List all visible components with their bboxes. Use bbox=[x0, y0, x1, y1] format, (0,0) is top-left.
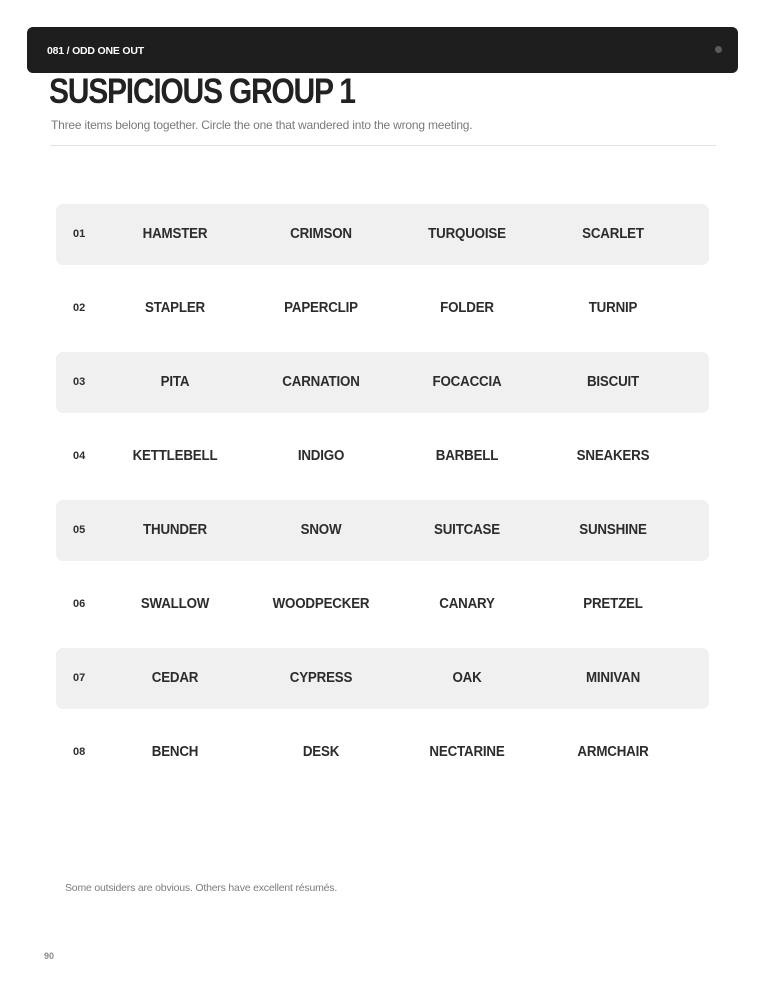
item-option[interactable]: SNOW bbox=[300, 522, 342, 538]
puzzle-row bbox=[56, 500, 709, 561]
item-option[interactable]: PITA bbox=[160, 374, 190, 390]
puzzle-row bbox=[56, 352, 709, 413]
item-option[interactable]: SUITCASE bbox=[434, 522, 500, 538]
item-option[interactable]: OAK bbox=[452, 670, 482, 686]
item-option[interactable]: MINIVAN bbox=[585, 670, 641, 686]
item-option[interactable]: CANARY bbox=[439, 596, 495, 612]
divider bbox=[50, 145, 716, 146]
item-option[interactable]: SUNSHINE bbox=[579, 522, 647, 538]
item-option[interactable]: NECTARINE bbox=[429, 744, 505, 760]
header-bar bbox=[27, 27, 738, 73]
puzzle-row bbox=[56, 278, 709, 339]
row-number: 08 bbox=[73, 746, 86, 758]
item-option[interactable]: CRIMSON bbox=[290, 226, 352, 242]
item-option[interactable]: BISCUIT bbox=[586, 374, 640, 390]
item-option[interactable]: PRETZEL bbox=[583, 596, 643, 612]
item-option[interactable]: BARBELL bbox=[435, 448, 499, 464]
dot-icon bbox=[715, 46, 722, 53]
row-number: 02 bbox=[73, 302, 86, 314]
item-option[interactable]: SNEAKERS bbox=[576, 448, 650, 464]
item-option[interactable]: KETTLEBELL bbox=[132, 448, 218, 464]
section-label: 081 / ODD ONE OUT bbox=[47, 45, 144, 57]
item-option[interactable]: SCARLET bbox=[582, 226, 644, 242]
item-option[interactable]: ARMCHAIR bbox=[577, 744, 649, 760]
puzzle-row bbox=[56, 648, 709, 709]
item-option[interactable]: WOODPECKER bbox=[272, 596, 370, 612]
item-option[interactable]: TURNIP bbox=[588, 300, 638, 316]
puzzle-row bbox=[56, 722, 709, 783]
item-option[interactable]: CEDAR bbox=[151, 670, 199, 686]
item-option[interactable]: FOCACCIA bbox=[432, 374, 502, 390]
item-option[interactable]: THUNDER bbox=[143, 522, 207, 538]
row-number: 03 bbox=[73, 376, 86, 388]
row-number: 06 bbox=[73, 598, 86, 610]
item-option[interactable]: PAPERCLIP bbox=[284, 300, 358, 316]
item-option[interactable]: CYPRESS bbox=[289, 670, 353, 686]
puzzle-list bbox=[56, 204, 709, 796]
puzzle-row bbox=[56, 426, 709, 487]
row-number: 01 bbox=[73, 228, 86, 240]
item-option[interactable]: HAMSTER bbox=[142, 226, 208, 242]
instructions: Three items belong together. Circle the one that wandered into the wrong meeting. bbox=[51, 118, 473, 132]
item-option[interactable]: SWALLOW bbox=[140, 596, 210, 612]
row-number: 04 bbox=[73, 450, 86, 462]
item-option[interactable]: STAPLER bbox=[144, 300, 205, 316]
item-option[interactable]: DESK bbox=[302, 744, 340, 760]
item-option[interactable]: FOLDER bbox=[440, 300, 494, 316]
puzzle-row bbox=[56, 204, 709, 265]
item-option[interactable]: BENCH bbox=[151, 744, 199, 760]
page-number: 90 bbox=[44, 951, 55, 961]
row-number: 07 bbox=[73, 672, 86, 684]
item-option[interactable]: TURQUOISE bbox=[428, 226, 506, 242]
item-option[interactable]: CARNATION bbox=[282, 374, 360, 390]
page-title: SUSPICIOUS GROUP 1 bbox=[49, 72, 355, 111]
footnote: Some outsiders are obvious. Others have excellent résumés. bbox=[65, 882, 338, 894]
item-option[interactable]: INDIGO bbox=[297, 448, 345, 464]
row-number: 05 bbox=[73, 524, 86, 536]
puzzle-row bbox=[56, 574, 709, 635]
